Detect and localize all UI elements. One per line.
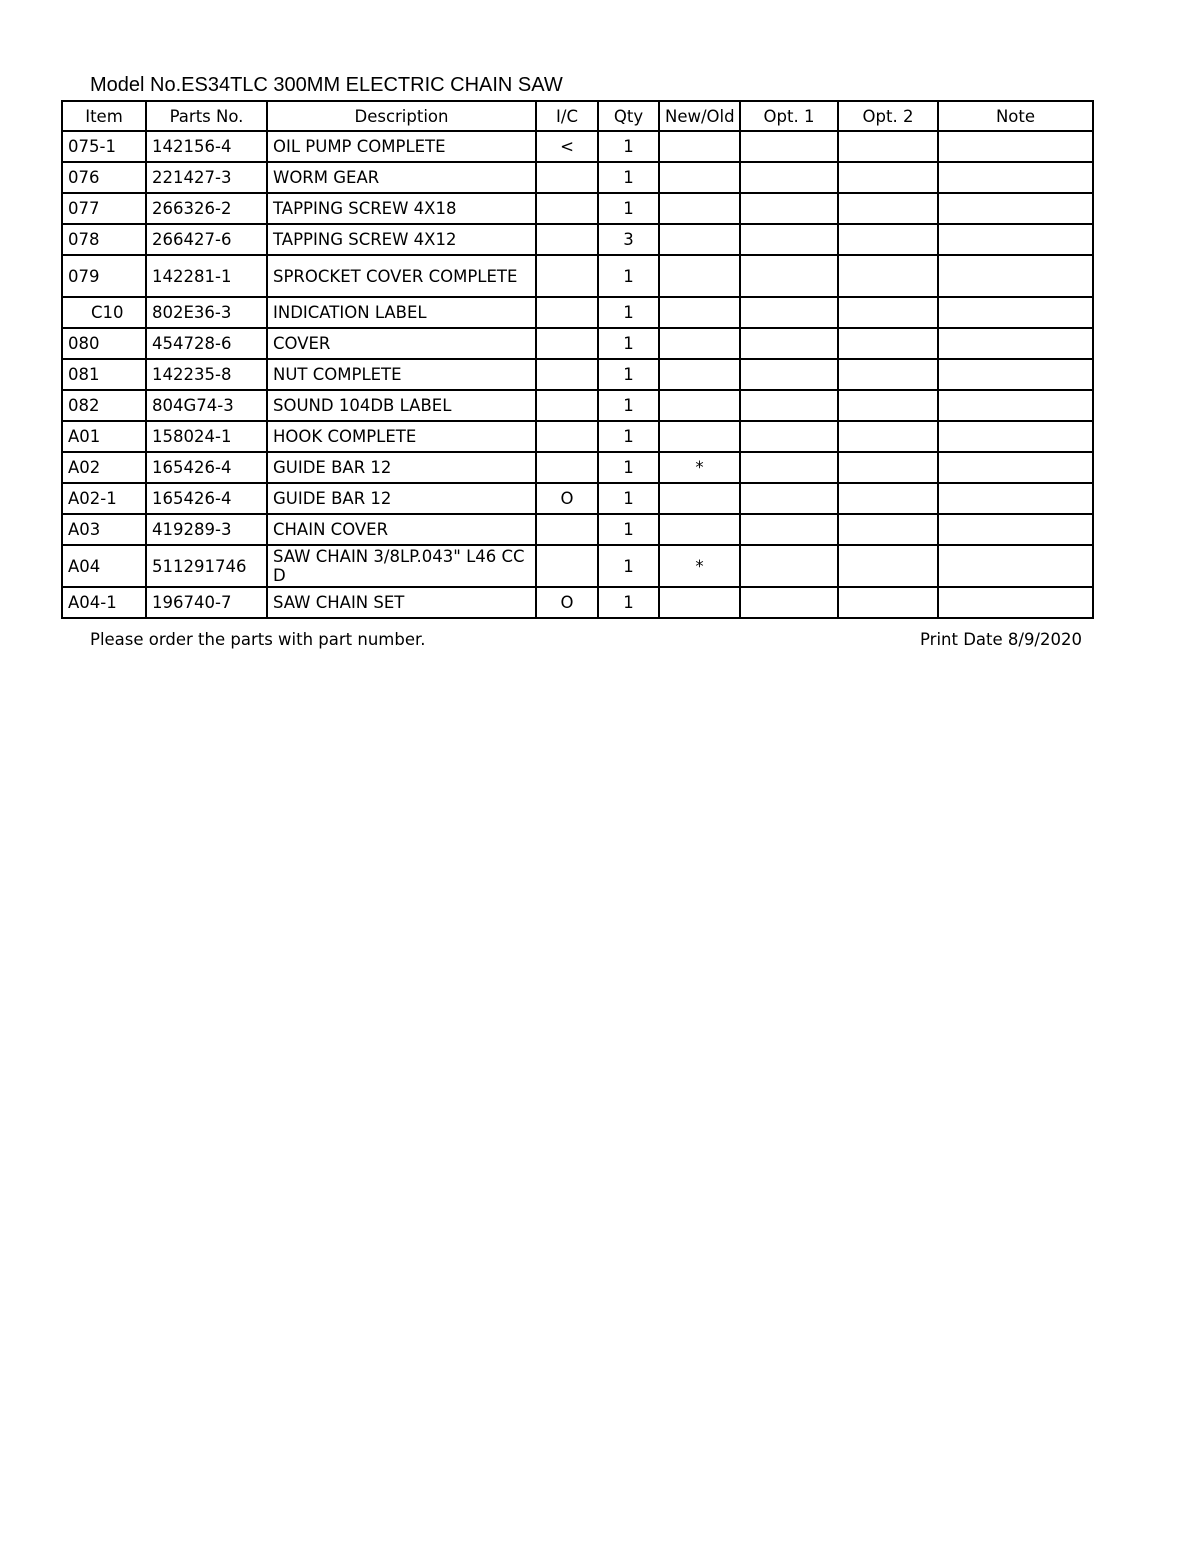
column-header-note: Note [938, 101, 1093, 131]
cell-opt-2 [838, 483, 938, 514]
table-row [62, 359, 1093, 390]
cell-opt-1 [740, 359, 838, 390]
cell-ic [536, 452, 598, 483]
cell-ic [536, 514, 598, 545]
cell-qty: 1 [598, 390, 659, 421]
cell-new-old: * [659, 545, 740, 587]
cell-description: HOOK COMPLETE [267, 421, 536, 452]
column-header-parts-no: Parts No. [146, 101, 267, 131]
cell-parts-no: 266326-2 [146, 193, 267, 224]
cell-new-old [659, 162, 740, 193]
cell-ic [536, 193, 598, 224]
cell-qty: 1 [598, 297, 659, 328]
cell-item: 078 [62, 224, 146, 255]
cell-parts-no: 266427-6 [146, 224, 267, 255]
cell-note [938, 421, 1093, 452]
cell-ic [536, 328, 598, 359]
cell-opt-1 [740, 452, 838, 483]
cell-new-old [659, 328, 740, 359]
cell-item: A04 [62, 545, 146, 587]
print-date: Print Date 8/9/2020 [920, 630, 1082, 649]
cell-opt-1 [740, 390, 838, 421]
cell-new-old [659, 131, 740, 162]
cell-qty: 1 [598, 587, 659, 618]
cell-item: A04-1 [62, 587, 146, 618]
cell-ic [536, 162, 598, 193]
cell-description: SOUND 104DB LABEL [267, 390, 536, 421]
cell-parts-no: 196740-7 [146, 587, 267, 618]
cell-opt-2 [838, 224, 938, 255]
column-header-item: Item [62, 101, 146, 131]
table-row [62, 545, 1093, 587]
cell-item: 075-1 [62, 131, 146, 162]
cell-parts-no: 165426-4 [146, 452, 267, 483]
cell-ic [536, 224, 598, 255]
cell-item: 082 [62, 390, 146, 421]
cell-description: TAPPING SCREW 4X12 [267, 224, 536, 255]
column-header-opt-2: Opt. 2 [838, 101, 938, 131]
cell-qty: 1 [598, 255, 659, 297]
cell-description: TAPPING SCREW 4X18 [267, 193, 536, 224]
cell-opt-2 [838, 545, 938, 587]
cell-qty: 1 [598, 328, 659, 359]
cell-description: GUIDE BAR 12 [267, 452, 536, 483]
table-row [62, 390, 1093, 421]
cell-description: SPROCKET COVER COMPLETE [267, 255, 536, 297]
cell-item: 081 [62, 359, 146, 390]
cell-opt-1 [740, 131, 838, 162]
cell-description: COVER [267, 328, 536, 359]
cell-new-old [659, 421, 740, 452]
cell-item: A03 [62, 514, 146, 545]
table-row [62, 514, 1093, 545]
cell-new-old [659, 359, 740, 390]
cell-note [938, 545, 1093, 587]
cell-item: A02-1 [62, 483, 146, 514]
cell-new-old [659, 224, 740, 255]
cell-opt-2 [838, 587, 938, 618]
cell-opt-1 [740, 514, 838, 545]
cell-qty: 1 [598, 514, 659, 545]
cell-note [938, 587, 1093, 618]
cell-note [938, 224, 1093, 255]
cell-item: 079 [62, 255, 146, 297]
cell-qty: 1 [598, 483, 659, 514]
cell-opt-1 [740, 545, 838, 587]
cell-new-old [659, 587, 740, 618]
cell-note [938, 131, 1093, 162]
cell-note [938, 193, 1093, 224]
cell-ic: O [536, 587, 598, 618]
cell-opt-1 [740, 328, 838, 359]
cell-qty: 1 [598, 452, 659, 483]
cell-opt-1 [740, 297, 838, 328]
table-row [62, 193, 1093, 224]
cell-opt-2 [838, 328, 938, 359]
cell-opt-2 [838, 421, 938, 452]
cell-opt-2 [838, 514, 938, 545]
cell-note [938, 390, 1093, 421]
cell-note [938, 328, 1093, 359]
cell-parts-no: 802E36-3 [146, 297, 267, 328]
column-header-qty: Qty [598, 101, 659, 131]
order-note: Please order the parts with part number. [90, 630, 426, 649]
cell-ic [536, 390, 598, 421]
page-title: Model No.ES34TLC 300MM ELECTRIC CHAIN SAW [90, 74, 563, 96]
cell-parts-no: 221427-3 [146, 162, 267, 193]
cell-ic [536, 297, 598, 328]
cell-new-old [659, 390, 740, 421]
cell-opt-1 [740, 193, 838, 224]
header-row [62, 101, 1093, 131]
column-header-new-old: New/Old [659, 101, 740, 131]
cell-note [938, 162, 1093, 193]
cell-opt-2 [838, 255, 938, 297]
cell-parts-no: 804G74-3 [146, 390, 267, 421]
cell-qty: 1 [598, 193, 659, 224]
cell-item: 077 [62, 193, 146, 224]
cell-opt-1 [740, 224, 838, 255]
cell-opt-2 [838, 297, 938, 328]
cell-parts-no: 158024-1 [146, 421, 267, 452]
cell-parts-no: 142156-4 [146, 131, 267, 162]
cell-qty: 1 [598, 162, 659, 193]
cell-opt-2 [838, 452, 938, 483]
cell-description: WORM GEAR [267, 162, 536, 193]
cell-new-old [659, 255, 740, 297]
cell-opt-2 [838, 390, 938, 421]
cell-item: 076 [62, 162, 146, 193]
cell-description: SAW CHAIN 3/8LP.043" L46 CC D [267, 545, 536, 587]
cell-ic [536, 421, 598, 452]
cell-opt-2 [838, 193, 938, 224]
table-row [62, 587, 1093, 618]
cell-parts-no: 142281-1 [146, 255, 267, 297]
table-row [62, 255, 1093, 297]
cell-description: NUT COMPLETE [267, 359, 536, 390]
cell-description: CHAIN COVER [267, 514, 536, 545]
table-row [62, 483, 1093, 514]
cell-description: OIL PUMP COMPLETE [267, 131, 536, 162]
table-row [62, 297, 1093, 328]
parts-table [61, 100, 1094, 619]
cell-new-old [659, 514, 740, 545]
cell-parts-no: 142235-8 [146, 359, 267, 390]
cell-opt-1 [740, 587, 838, 618]
column-header-opt-1: Opt. 1 [740, 101, 838, 131]
column-header-ic: I/C [536, 101, 598, 131]
cell-item: A02 [62, 452, 146, 483]
cell-note [938, 297, 1093, 328]
cell-parts-no: 165426-4 [146, 483, 267, 514]
cell-qty: 1 [598, 359, 659, 390]
table-row [62, 224, 1093, 255]
cell-opt-1 [740, 421, 838, 452]
table-row [62, 452, 1093, 483]
cell-ic [536, 359, 598, 390]
table-row [62, 131, 1093, 162]
cell-new-old [659, 297, 740, 328]
cell-new-old [659, 193, 740, 224]
column-header-description: Description [267, 101, 536, 131]
table-row [62, 162, 1093, 193]
cell-note [938, 483, 1093, 514]
cell-opt-1 [740, 483, 838, 514]
table-row [62, 421, 1093, 452]
cell-ic: O [536, 483, 598, 514]
cell-new-old: * [659, 452, 740, 483]
cell-ic: < [536, 131, 598, 162]
cell-new-old [659, 483, 740, 514]
cell-item: 080 [62, 328, 146, 359]
cell-opt-1 [740, 162, 838, 193]
cell-note [938, 514, 1093, 545]
cell-note [938, 452, 1093, 483]
cell-description: SAW CHAIN SET [267, 587, 536, 618]
table-row [62, 328, 1093, 359]
cell-qty: 1 [598, 545, 659, 587]
cell-item: A01 [62, 421, 146, 452]
cell-note [938, 255, 1093, 297]
cell-opt-2 [838, 359, 938, 390]
cell-opt-2 [838, 162, 938, 193]
cell-description: INDICATION LABEL [267, 297, 536, 328]
cell-qty: 1 [598, 421, 659, 452]
cell-parts-no: 454728-6 [146, 328, 267, 359]
cell-item: C10 [62, 297, 146, 328]
cell-opt-1 [740, 255, 838, 297]
cell-description: GUIDE BAR 12 [267, 483, 536, 514]
cell-note [938, 359, 1093, 390]
cell-qty: 3 [598, 224, 659, 255]
cell-opt-2 [838, 131, 938, 162]
cell-ic [536, 545, 598, 587]
cell-qty: 1 [598, 131, 659, 162]
cell-parts-no: 511291746 [146, 545, 267, 587]
cell-parts-no: 419289-3 [146, 514, 267, 545]
cell-ic [536, 255, 598, 297]
